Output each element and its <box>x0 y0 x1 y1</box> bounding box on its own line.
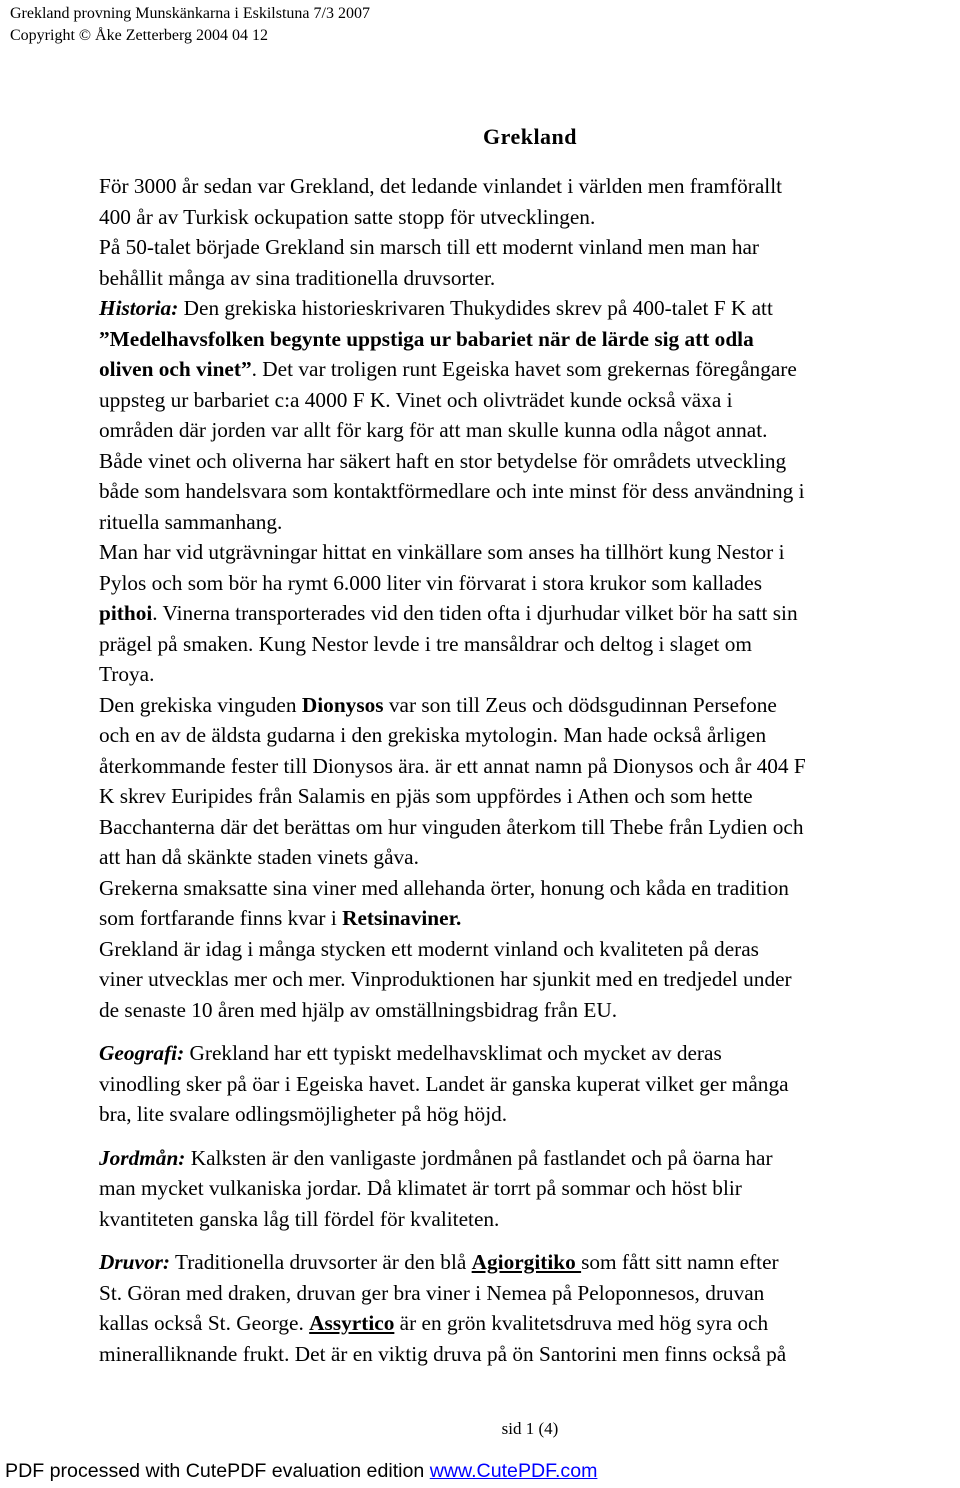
cutepdf-link[interactable]: www.CutePDF.com <box>429 1460 598 1482</box>
dionysos-term: Dionysos <box>301 692 384 717</box>
nestor-paragraph: Man har vid utgrävningar hittat en vinkällare som anses ha tillhört kung Nestor i Pylos och som bör ha rymt 6.000 liter vin förvarat i stora krukor som kallades pithoi. Vinerna transporterades vid den tiden ofta i djurhudar vilket bör ha satt sin prägel på smaken. Kung Nestor levde i tre mansåldrar och deltog i slaget om Troya. <box>99 540 798 686</box>
document-header <box>10 3 370 47</box>
assyrtico-term: Assyrtico <box>309 1311 395 1335</box>
retsina-paragraph: Grekerna smaksatte sina viner med allehanda örter, honung och kåda en tradition som fortfarande finns kvar i Retsinaviner. <box>99 875 789 930</box>
druvor-paragraph: Druvor: Traditionella druvsorter är den blå Agiorgitiko som fått sitt namn efter St. Göran med draken, druvan ger bra viner i Nemea på Peloponnesos, druvan kallas också St. George. Assyrtico är en grön kvalitetsdruva med hög syra och mineralliknande frukt. Det är en viktig druva på ön Santorini men finns också på <box>99 1250 787 1366</box>
intro-paragraph: För 3000 år sedan var Grekland, det ledande vinlandet i världen men framförallt 400 år av Turkisk ockupation satte stopp för utvecklingen. På 50-talet började Grekland sin marsch till ett modernt vinland men man har behållit många av sina traditionella druvsorter. <box>99 174 783 290</box>
dionysos-paragraph: Den grekiska vinguden Dionysos var son till Zeus och dödsgudinnan Persefone och en av de äldsta gudarna i den grekiska mytologin. Man hade också årligen återkommande fester till Dionysos ära. är ett annat namn på Dionysos och år 404 F K skrev Euripides från Salamis en pjäs som uppfördes i Athen och som hette Bacchanterna där det berättas om hur vinguden återkom till Thebe från Lydien och att han då skänkte staden vinets gåva. <box>99 692 806 869</box>
historia-paragraph: Historia: Den grekiska historieskrivaren Thukydides skrev på 400-talet F K att ”Medelhavsfolken begynte uppstiga ur babariet när de lärde sig att odla oliven och vinet”. Det var troligen runt Egeiska havet som grekernas föregångare uppsteg ur barbariet c:a 4000 F K. Vinet och olivträdet kunde också växa i områden där jorden var allt för karg för att man skulle kunna odla något annat. Både vinet och oliverna har säkert haft en stor betydelse för områdets utveckling både som handelsvara som kontaktförmedlare och inte minst för dess användning i rituella sammanhang. <box>99 296 805 534</box>
page-title: Grekland <box>482 124 578 149</box>
historia-label: Historia: <box>99 296 179 320</box>
page-number: sid 1 (4) <box>501 1419 559 1438</box>
pithoi-term: pithoi <box>99 601 153 625</box>
agiorgitiko-term: Agiorgitiko <box>471 1250 582 1274</box>
druvor-label: Druvor: <box>99 1250 170 1274</box>
geografi-paragraph: Geografi: Grekland har ett typiskt medelhavsklimat och mycket av deras vinodling sker på öar i Egeiska havet. Landet är ganska kuperat vilket ger många bra, lite svalare odlingsmöjligheter på hög höjd. <box>99 1041 789 1126</box>
header-copyright: Copyright © Åke Zetterberg 2004 04 12 <box>10 27 269 44</box>
jordman-paragraph: Jordmån: Kalksten är den vanligaste jordmånen på fastlandet och på öarna har man mycket vulkaniska jordar. Då klimatet är torrt på sommar och höst blir kvantiteten ganska låg till fördel för kvaliteten. <box>99 1145 773 1231</box>
header-title: Grekland provning Munskänkarna i Eskilstuna 7/3 2007 <box>10 5 370 22</box>
historia-quote: ”Medelhavsfolken begynte uppstiga ur babariet när de lärde sig att odla oliven och vinet” <box>99 326 754 381</box>
jordman-label: Jordmån: <box>99 1145 186 1170</box>
pdf-watermark: PDF processed with CutePDF evaluation edition www.CutePDF.com <box>5 1460 598 1482</box>
modern-paragraph: Grekland är idag i många stycken ett modernt vinland och kvaliteten på deras viner utvecklas mer och mer. Vinproduktionen har sjunkit med en tredjedel under de senaste 10 åren med hjälp av omställningsbidrag från EU. <box>99 936 792 1022</box>
retsina-term: Retsinaviner. <box>342 906 462 930</box>
document-body <box>99 171 960 1369</box>
geografi-label: Geografi: <box>99 1041 185 1065</box>
